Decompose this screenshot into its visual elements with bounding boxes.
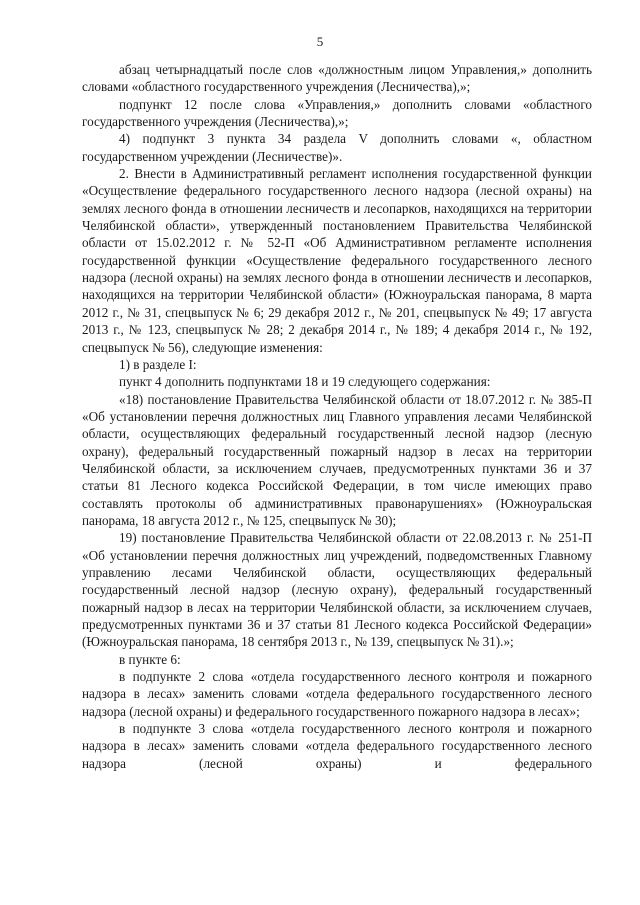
paragraph-8: 19) постановление Правительства Челябинской области от 22.08.2013 г. № 251-П «Об установлении перечня должностных лиц учреждений, подведомственных Главному управлению лесами Челябинской области, осуществляющих федеральный государственный лесной надзор (лесную охрану), федеральный государственный пожарный надзор в лесах на территории Челябинской области, за исключением случаев, предусмотренных пунктами 36 и 37 статьи 81 Лесного кодекса Российской Федерации» (Южноуральская панорама, 18 сентября 2013 г., № 139, спецвыпуск № 31).»; (82, 530, 592, 650)
paragraph-6: пункт 4 дополнить подпунктами 18 и 19 следующего содержания: (119, 374, 491, 390)
paragraph-2: подпункт 12 после слова «Управления,» дополнить словами «областного государственного учреждения (Лесничества),»; (82, 96, 592, 130)
paragraph-9: в пункте 6: (119, 651, 181, 667)
paragraph-4: 2. Внести в Административный регламент исполнения государственной функции «Осуществление федерального государственного лесного надзора (лесной охраны) на землях лесного фонда в отношении лесничеств и лесопарков, находящихся на территории Челябинской области», утвержденный постановлением Правительства Челябинской области от 15.02.2012 г. № 52-П «Об Административном регламенте исполнения государственной функции «Осуществление федерального государственного лесного надзора (лесной охраны) на землях лесного фонда в отношении лесничеств и лесопарков, находящихся на территории Челябинской области» (Южноуральская панорама, 8 марта 2012 г., № 31, спецвыпуск № 6; 29 декабря 2012 г., № 201, спецвыпуск № 49; 17 августа 2013 г., № 123, спецвыпуск № 28; 2 декабря 2014 г., № 189; 4 декабря 2014 г., № 192, спецвыпуск № 56), следующие изменения: (82, 166, 592, 355)
paragraph-10: в подпункте 2 слова «отдела государственного лесного контроля и пожарного надзора в лесах» заменить словами «отдела федерального государственного лесного надзора (лесной охраны) и федерального государственного пожарного надзора в лесах»; (82, 669, 592, 719)
paragraph-3: 4) подпункт 3 пункта 34 раздела V дополнить словами «, областном государственном учреждении (Лесничестве)». (82, 131, 592, 164)
paragraph-1: абзац четырнадцатый после слов «должностным лицом Управления,» дополнить словами «областного государственного учреждения (Лесничества),»; (82, 62, 592, 95)
document-body (82, 61, 592, 772)
page-number: 5 (316, 34, 324, 49)
paragraph-7: «18) постановление Правительства Челябинской области от 18.07.2012 г. № 385-П «Об установлении перечня должностных лиц Главного управления лесами Челябинской области, осуществляющих федеральный государственный лесной надзор (лесную охрану), федеральный государственный пожарный надзор в лесах на территории Челябинской области, за исключением случаев, предусмотренных пунктами 36 и 37 статьи 81 Лесного кодекса Российской Федерации, в том числе имеющих право составлять протоколы об административных правонарушениях» (Южноуральская панорама, 18 августа 2012 г., № 125, спецвыпуск № 30); (82, 391, 592, 528)
paragraph-11: в подпункте 3 слова «отдела государственного лесного контроля и пожарного надзора в лесах» заменить словами «отдела федерального государственного лесного надзора (лесной охраны) и федерального (82, 721, 592, 771)
paragraph-5: 1) в разделе I: (119, 356, 197, 372)
